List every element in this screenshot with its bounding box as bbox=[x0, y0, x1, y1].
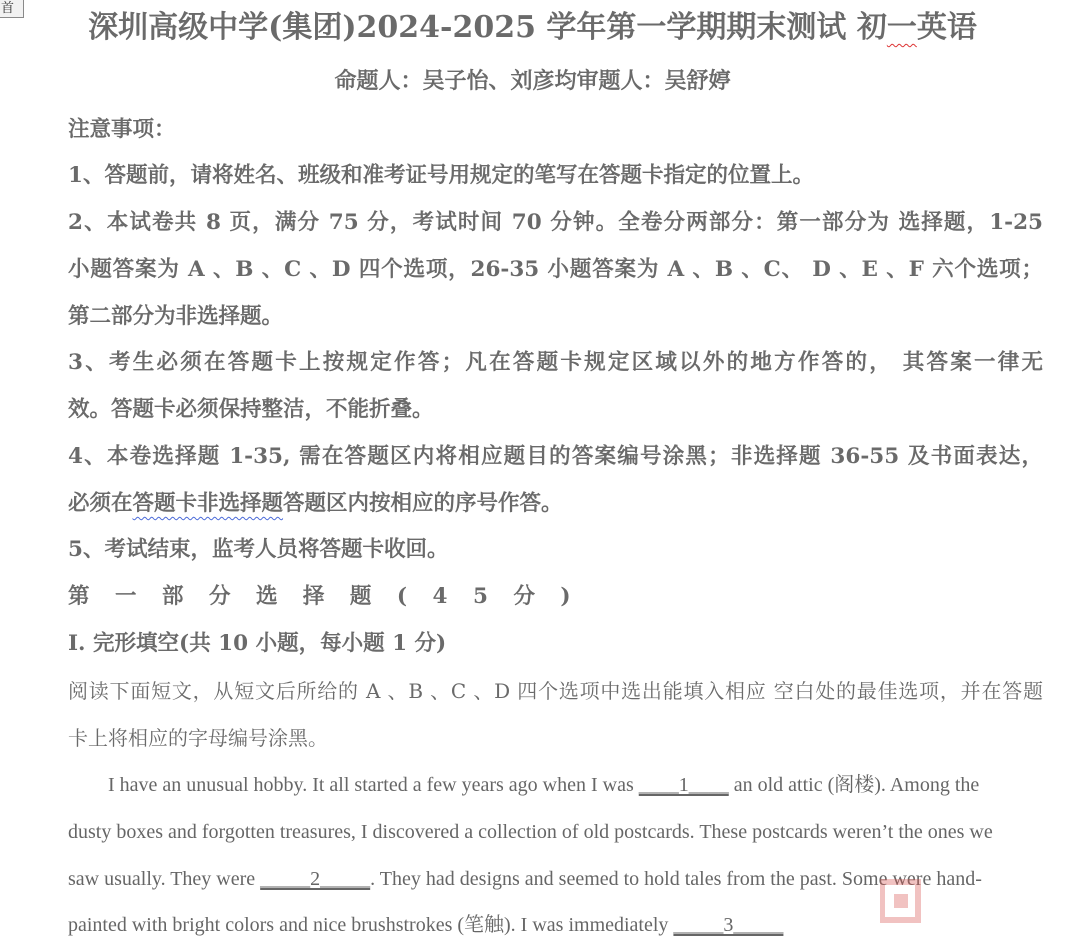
notice-4-pre: 必须在 bbox=[68, 491, 133, 516]
title-main: 深圳高级中学(集团)2024-2025 学年第一学期期末测试 初 bbox=[88, 10, 887, 45]
part-one-heading: 第 一 部 分 选 择 题 ( 4 5 分 ) bbox=[68, 584, 580, 609]
passage-text: I have an unusual hobby. It all started a few years ago when I was bbox=[108, 774, 639, 796]
notice-3-line-1: 3、考生必须在答题卡上按规定作答；凡在答题卡规定区域以外的地方作答的， 其答案一律无 bbox=[68, 350, 1043, 375]
blank-3: _____3_____ bbox=[673, 914, 784, 936]
notice-3-line-2: 效。答题卡必须保持整洁，不能折叠。 bbox=[68, 397, 434, 422]
notice-4-line-1: 4、本卷选择题 1-35, 需在答题区内将相应题目的答案编号涂黑；非选择题 36-55 及书面表达， bbox=[68, 444, 1043, 469]
notice-4-post: 答题区内按相应的序号作答。 bbox=[283, 491, 563, 516]
notice-4-grammar-mark: 答题卡非选择题 bbox=[132, 491, 284, 516]
authors-line: 命题人：吴子怡、刘彦均审题人：吴舒婷 bbox=[334, 68, 731, 94]
watermark-logo bbox=[880, 876, 1045, 926]
document-title bbox=[0, 8, 1065, 48]
notice-2-line-1: 2、本试卷共 8 页，满分 75 分，考试时间 70 分钟。全卷分两部分：第一部分为 选择题，1-25 bbox=[68, 210, 1043, 235]
title-tail: 英语 bbox=[916, 10, 977, 45]
passage-text: painted with bright colors and nice brushstrokes (笔触). I was immediately bbox=[68, 914, 674, 936]
notice-2-line-3: 第二部分为非选择题。 bbox=[68, 304, 284, 329]
passage-text: saw usually. They were bbox=[68, 868, 261, 890]
blank-1: ____1____ bbox=[638, 774, 729, 796]
notice-1: 1、答题前，请将姓名、班级和准考证号用规定的笔写在答题卡指定的位置上。 bbox=[68, 163, 814, 188]
passage-text: . They had designs and seemed to hold tales from the past. Some were hand- bbox=[370, 868, 982, 890]
passage-line-2: dusty boxes and forgotten treasures, I discovered a collection of old postcards. These postcards weren’t the ones we bbox=[68, 821, 993, 843]
watermark-mark-inner bbox=[894, 894, 908, 908]
blank-2: _____2_____ bbox=[260, 868, 371, 890]
passage-text: an old attic (阁楼). Among the bbox=[728, 774, 980, 796]
notice-heading: 注意事项： bbox=[68, 117, 176, 142]
corner-tab[interactable]: 首 bbox=[0, 0, 24, 18]
section-i-heading: I. 完形填空(共 10 小题，每小题 1 分) bbox=[68, 631, 447, 656]
notice-4-line-2 bbox=[68, 489, 1043, 519]
notice-2-line-2: 小题答案为 A 、B 、C 、D 四个选项，26-35 小题答案为 A 、B 、C、 D 、E 、F 六个选项； bbox=[68, 257, 1043, 282]
notice-5: 5、考试结束，监考人员将答题卡收回。 bbox=[68, 537, 449, 562]
instruction-line-2: 卡上将相应的字母编号涂黑。 bbox=[68, 726, 328, 750]
title-spellcheck-mark: 一 bbox=[886, 10, 917, 45]
passage-line-1 bbox=[108, 770, 1043, 800]
instruction-line-1: 阅读下面短文，从短文后所给的 A 、B 、C 、D 四个选项中选出能填入相应 空白处的最佳选项，并在答题 bbox=[68, 679, 1043, 703]
